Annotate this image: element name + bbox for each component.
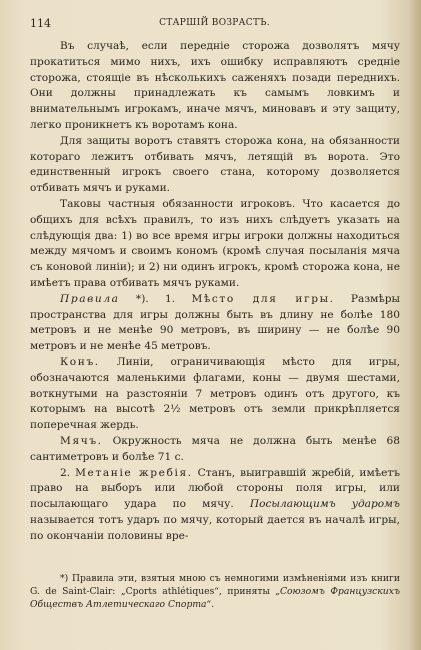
rules-lead: Правила bbox=[60, 292, 120, 305]
footnote-text-a: *) Правила эти, взятыя мною съ немногими измѣненiями изъ книги G. de Saint-Clair: „Cports athlétiques“, приняты bbox=[30, 573, 400, 597]
paragraph-text: Размѣры пространства для игры должны быть въ длину не болѣе 180 метровъ и не менѣе 90 метровъ, въ ширину — не болѣе 90 метровъ и не менѣе 45 метровъ. bbox=[30, 292, 400, 353]
paragraph-text: называется тотъ ударъ по мячу, который дается въ началѣ игры, по окончанiи половины вре- bbox=[30, 513, 400, 542]
page-edge bbox=[411, 0, 421, 650]
footnote bbox=[30, 572, 400, 611]
footnote-text-b: . bbox=[211, 599, 215, 610]
section-number: 2. bbox=[60, 466, 76, 479]
section-heading: Конъ. bbox=[60, 355, 100, 368]
paragraph-rules bbox=[30, 292, 400, 355]
paragraph-text: Окружность мяча не должна быть менѣе 68 сантиметровъ и болѣе 71 с. bbox=[30, 434, 400, 463]
page-header bbox=[30, 17, 399, 33]
footnote-mark: *). 1. bbox=[119, 292, 192, 305]
paragraph: Таковы частныя обязанности игроковъ. Что касается до общихъ для всѣхъ правилъ, то изъ нихъ слѣдуетъ указать на слѣдующiя два: 1) во все время игры игроки должны находиться между мячомъ и своимъ кономъ (кромѣ случая посыланiя мяча съ коновой линiи); и 2) ни одинъ игрокъ, кромѣ сторожа кона, не имѣетъ права отбивать мячъ руками. bbox=[30, 197, 400, 289]
paragraph-toss bbox=[30, 466, 400, 545]
running-head: СТАРШІЙ ВОЗРАСТЪ. bbox=[159, 18, 270, 28]
footnote-text bbox=[30, 572, 400, 611]
main-text bbox=[30, 39, 400, 545]
section-heading: Метанiе жребiя. bbox=[75, 466, 193, 479]
paragraph: Въ случаѣ, если переднiе сторожа дозволятъ мячу прокатиться мимо нихъ, ихъ ошибку исправляютъ среднiе сторожа, стоящiе въ нѣсколькихъ саженяхъ позади переднихъ. Они должны принадлежать къ самымъ ловкимъ и внимательнымъ игрокамъ, иначе мячъ, миновавъ и эту защиту, легко проникнетъ къ воротамъ кона. bbox=[30, 40, 400, 131]
paragraph: Для защиты воротъ ставятъ сторожа кона, на обязанности котораго лежитъ отбивать мячъ, летящiй въ ворота. Это единственный игрокъ своего стана, которому дозволяется отбивать мячъ и руками. bbox=[30, 134, 400, 195]
paragraph-ball bbox=[30, 434, 400, 466]
section-heading: Мѣсто для игры. bbox=[191, 292, 335, 305]
paragraph-text: Станъ, выигравшiй жребiй, имѣетъ право на выборъ или любой стороны поля игры, или посылающаго удара по мячу. bbox=[30, 466, 400, 511]
page-number: 114 bbox=[30, 17, 51, 30]
paragraph-kon bbox=[30, 355, 400, 434]
paragraph-text: Линiи, ограничивающiя мѣсто для игры, обозначаются маленькими флагами, коны — двумя шестами, воткнутыми на разстоянiи 7 метровъ одинъ отъ другого, къ которымъ на высотѣ 2½ метровъ отъ земли прикрѣпляется поперечная жердь. bbox=[30, 355, 400, 432]
italic-term: Посылающимъ ударомъ bbox=[249, 498, 400, 511]
footnote-italic: „Союзомъ Французскихъ Обществъ Атлетическаго Спорта“ bbox=[30, 586, 400, 610]
section-heading: Мячъ. bbox=[60, 434, 103, 447]
